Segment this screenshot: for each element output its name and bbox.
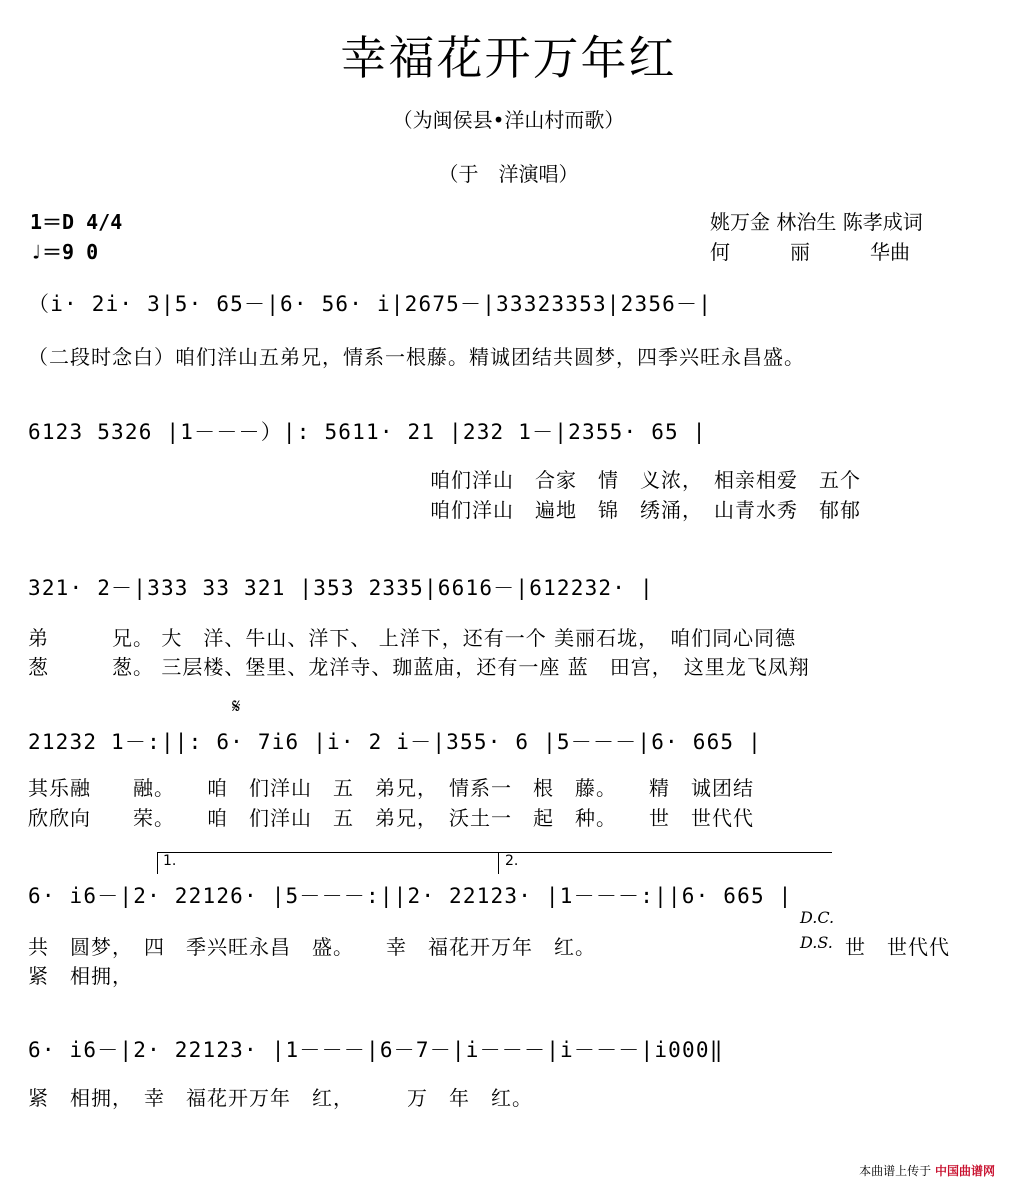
lyric-coda-line: 世 世代代 [845,935,950,959]
dc-marking: D.C. [800,908,835,927]
lyric-final-line: 紧 相拥， 幸 福花开万年 红， 万 年 红。 [28,1086,533,1110]
ds-marking: D.S. [800,933,833,952]
lyric-verse2-line-1: 咱们洋山 遍地 锦 绣涌， 山青水秀 郁郁 [430,498,861,522]
notation-line-1: （i· 2i· 3|5· 65－|6· 56· i|2675－|33323353|2356－| [28,292,713,316]
page-title: 幸福花开万年红 [340,31,677,85]
spoken-interlude: （二段时念白）咱们洋山五弟兄，情系一根藤。精诚团结共圆梦，四季兴旺永昌盛。 [28,345,805,369]
volta-1-tick [157,852,158,874]
notation-line-6: 6· i6－|2· 22123· |1－－－|6－7－|i－－－|i－－－|i000‖ [28,1038,724,1062]
tempo-marking: ♩＝9 0 [30,240,99,264]
upload-footer [859,1162,995,1179]
singer-credit: （于 洋演唱） [438,162,579,186]
lyric-verse1-line-3: 其乐融 融。 咱 们洋山 五 弟兄， 情系一 根 藤。 精 诚团结 [28,776,754,800]
lyric-verse2-line-4: 紧 相拥， [28,964,133,988]
volta-2-tick [498,852,499,874]
lyric-verse2-line-3: 欣欣向 荣。 咱 们洋山 五 弟兄， 沃土一 起 种。 世 世代代 [28,806,754,830]
notation-line-2: 6123 5326 |1－－－）|: 5611· 21 |232 1－|2355· 65 | [28,420,707,444]
key-signature: 1＝D 4/4 [30,210,123,234]
lyricist-credit: 姚万金 林治生 陈孝成词 [710,210,923,234]
footer-prefix: 本曲谱上传于 [859,1164,932,1178]
volta-2-label: 2. [505,853,519,869]
lyric-verse1-line-1: 咱们洋山 合家 情 义浓， 相亲相爱 五个 [430,468,861,492]
notation-line-4: 21232 1－:||: 6· 7i6 |i· 2 i－|355· 6 |5－－－|6· 665 | [28,730,762,754]
dedication-subtitle: （为闽侯县•洋山村而歌） [392,108,625,132]
site-logo[interactable]: 中国曲谱网 [934,1164,995,1178]
composer-credit: 何 丽 华曲 [710,240,910,264]
lyric-verse1-line-2: 弟 兄。 大 洋、牛山、洋下、 上洋下，还有一个 美丽石垅， 咱们同心同德 [28,626,797,650]
notation-line-5: 6· i6－|2· 22126· |5－－－:||2· 22123· |1－－－:||6· 665 | [28,884,793,908]
lyric-verse2-line-2: 葱 葱。 三层楼、堡里、龙洋寺、珈蓝庙，还有一座 蓝 田宫， 这里龙飞凤翔 [28,655,810,679]
volta-bracket [157,852,832,853]
segno-sign: 𝄋 [232,694,241,718]
lyric-verse1-line-4: 共 圆梦， 四 季兴旺永昌 盛。 幸 福花开万年 红。 [28,935,596,959]
volta-1-label: 1. [163,853,177,869]
notation-line-3: 321· 2－|333 33 321 |353 2335|6616－|612232· | [28,576,654,600]
